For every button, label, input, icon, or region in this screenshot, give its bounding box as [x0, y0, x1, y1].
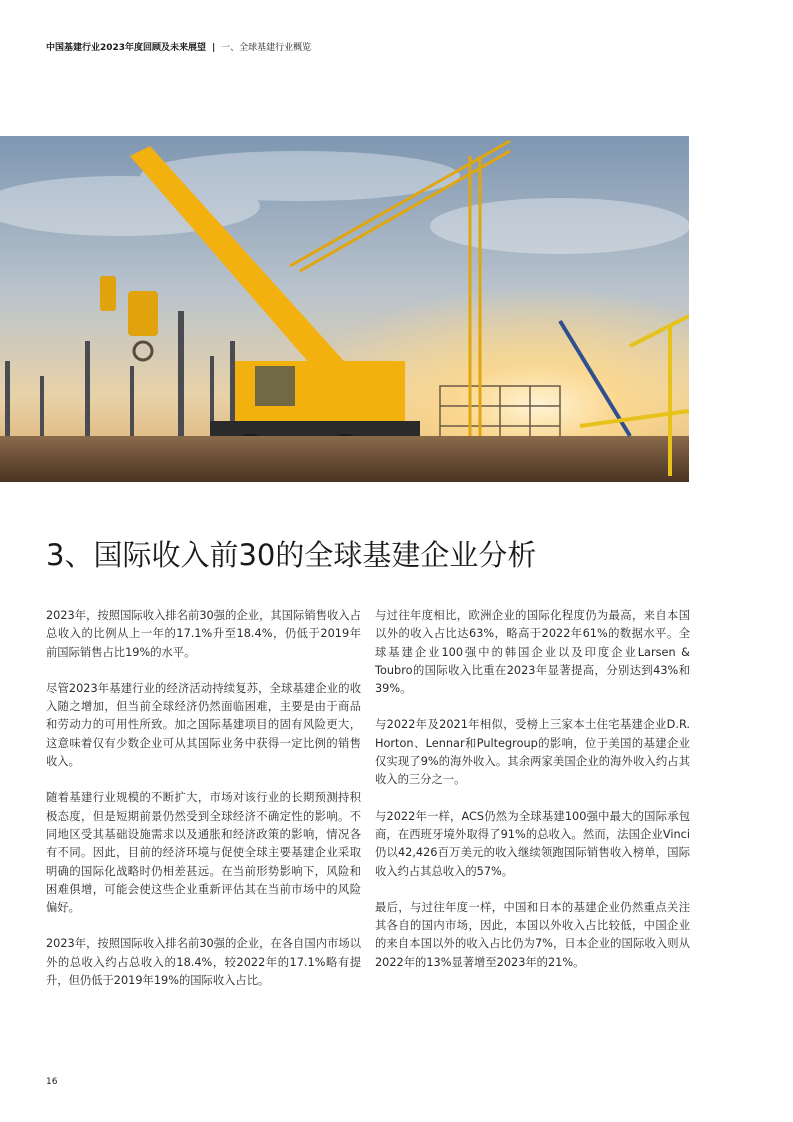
- section-title: 3、国际收入前30的全球基建企业分析: [46, 538, 537, 572]
- paragraph: 尽管2023年基建行业的经济活动持续复苏，全球基建企业的收入随之增加，但当前全球经济仍然面临困难，主要是由于商品和劳动力的可用性所致。加之国际基建项目的固有风险更大，这意味着仅有少数企业可从其国际业务中获得一定比例的销售收入。: [46, 681, 361, 769]
- page-number: 16: [46, 1077, 58, 1087]
- paragraph: 2023年，按照国际收入排名前30强的企业，其国际销售收入占总收入的比例从上一年的17.1%升至18.4%，仍低于2019年前国际销售占比19%的水平。: [46, 609, 361, 659]
- paragraph: 2023年，按照国际收入排名前30强的企业，在各自国内市场以外的总收入约占总收入的18.4%，较2022年的17.1%略有提升，但仍低于2019年19%的国际收入占比。: [46, 937, 361, 988]
- header-separator: |: [211, 43, 216, 53]
- paragraph: 与过往年度相比，欧洲企业的国际化程度仍为最高，来自本国以外的收入占比达63%，略高于2022年61%的数据水平。全球基建企业100强中的韩国企业以及印度企业Larsen & Toubro的国际收入比重在2023年显著提高，分别达到43%和39%。: [375, 609, 690, 696]
- paragraph: 随着基建行业规模的不断扩大，市场对该行业的长期预测持积极态度，但是短期前景仍然受到全球经济不确定性的影响。不同地区受其基础设施需求以及通胀和经济政策的影响，情况各有不同。因此，目前的经济环境与促使全球主要基建企业采取明确的国际化战略时仍相差甚远。在当前形势影响下，风险和困难俱增，可能会使这些企业重新评估其在当前市场中的风险偏好。: [46, 791, 361, 915]
- hero-construction-photo: [0, 136, 689, 482]
- running-header: [46, 42, 311, 54]
- left-text-column: [46, 607, 361, 1008]
- section-name: 一、全球基建行业概览: [221, 43, 312, 53]
- paragraph: 与2022年一样，ACS仍然为全球基建100强中最大的国际承包商，在西班牙境外取得了91%的总收入。然而，法国企业Vinci仍以42,426百万美元的收入继续领跑国际销售收入榜单，国际收入约占其总收入的57%。: [375, 809, 690, 878]
- paragraph: 最后，与过往年度一样，中国和日本的基建企业仍然重点关注其各自的国内市场，因此，本国以外收入占比较低，中国企业的来自本国以外的收入占比仍为7%，日本企业的国际收入则从2022年的13%显著增至2023年的21%。: [375, 900, 690, 969]
- ground: [0, 436, 689, 482]
- report-title: 中国基建行业2023年度回顾及未来展望: [46, 43, 207, 53]
- paragraph: 与2022年及2021年相似，受榜上三家本土住宅基建企业D.R. Horton、Lennar和Pultegroup的影响，位于美国的基建企业仅实现了9%的海外收入。其余两家美国企业的海外收入约占其收入的三分之一。: [375, 718, 690, 787]
- right-text-column: [375, 607, 690, 990]
